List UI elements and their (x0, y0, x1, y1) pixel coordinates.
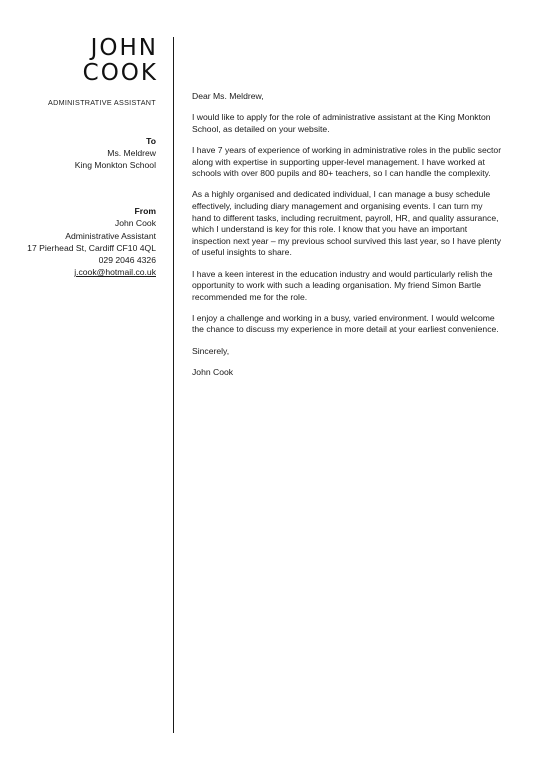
sender-job-title: ADMINISTRATIVE ASSISTANT (48, 98, 156, 107)
sender-name (20, 36, 156, 86)
sender-first-name: JOHN (90, 35, 158, 61)
recipient-name: Ms. Meldrew (107, 148, 156, 158)
from-phone: 029 2046 4326 (98, 255, 156, 266)
recipient-organization: King Monkton School (74, 160, 156, 171)
letter-paragraph: I would like to apply for the role of administrative assistant at the King Monkton School, as detailed on your website. (192, 112, 491, 134)
recipient-label: To (146, 136, 156, 146)
sender-sidebar (20, 36, 156, 278)
letter-signature: John Cook (192, 366, 234, 377)
letter-closing: Sincerely, (192, 345, 230, 356)
sender-contact-block (20, 205, 156, 278)
recipient-block (20, 135, 156, 171)
from-label: From (134, 206, 156, 217)
letter-body (192, 91, 504, 388)
letter-paragraph: I have 7 years of experience of working in administrative roles in the public sector along with expertise in supporting upper-level management. I have worked at schools with over 800 pupils and 80+ teachers, so I can handle the complexity. (192, 144, 502, 179)
letter-paragraph: I have a keen interest in the education industry and would particularly relish the opportunity to work with such a leading organisation. My friend Simon Bartle recommended me for the role. (192, 268, 493, 302)
vertical-divider (173, 37, 174, 733)
letter-greeting: Dear Ms. Meldrew, (192, 91, 264, 101)
letter-paragraph: I enjoy a challenge and working in a busy, varied environment. I would welcome the chance to discuss my experience in more detail at your earliest convenience. (192, 312, 499, 335)
sender-last-name: COOK (82, 60, 158, 86)
from-address: 17 Pierhead St, Cardiff CF10 4QL (27, 242, 156, 253)
from-name: John Cook (114, 218, 156, 229)
from-email-link[interactable]: j.cook@hotmail.co.uk (74, 267, 156, 278)
from-role: Administrative Assistant (65, 230, 156, 241)
letter-paragraph: As a highly organised and dedicated individual, I can manage a busy schedule effectively, including diary management and organising events. I can turn my hand to different tasks, including recruitment, payroll, HR, and quality assurance, which I understand is key for this role. I know that you have an important inspection next year – my previous school survived this last year, so I have plenty of useful insights to share. (192, 189, 502, 258)
